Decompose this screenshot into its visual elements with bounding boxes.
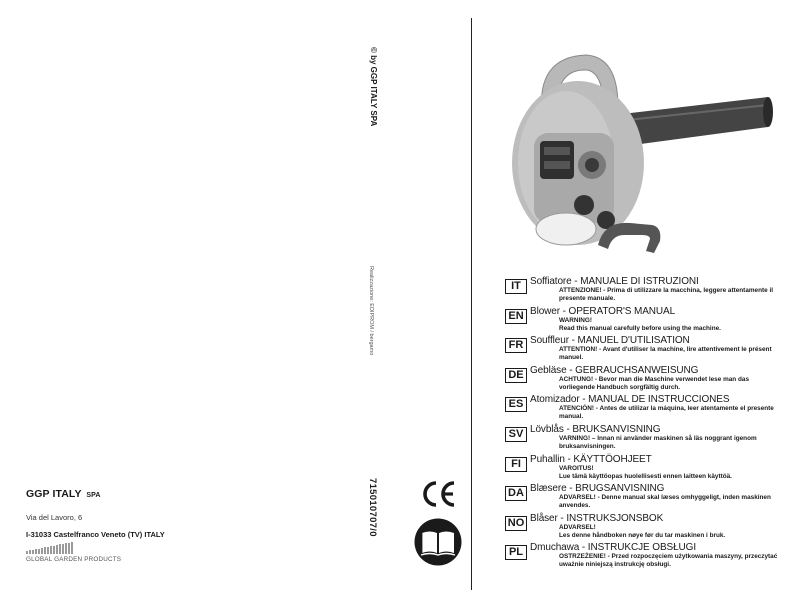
logo-bar (59, 544, 61, 554)
manual-title: Puhallin - KÄYTTÖOHJEET (530, 453, 652, 465)
manual-title: Blower - OPERATOR'S MANUAL (530, 305, 676, 317)
manual-title: Soffiatore - MANUALE DI ISTRUZIONI (530, 276, 699, 287)
language-manual-list (505, 276, 785, 572)
logo-bar (50, 546, 52, 554)
manual-warning: VARNING! – Innan ni använder maskinen så läs noggrant igenom bruksanvisningen. (559, 434, 757, 450)
language-code-badge: FR (505, 338, 527, 353)
logo-bar (71, 542, 73, 554)
manual-warning: ATTENZIONE! - Prima di utilizzare la macchina, leggere attentamente il presente manuale. (559, 287, 774, 302)
manual-item-en (505, 306, 785, 336)
company-address-block (26, 488, 326, 539)
language-code-badge: SV (505, 427, 527, 442)
manual-item-fr (505, 335, 785, 365)
language-code-badge: PL (505, 545, 527, 560)
manual-title: Blæsere - BRUGSANVISNING (530, 483, 665, 495)
open-book-icon (414, 518, 462, 566)
leaf-blower-image (506, 45, 776, 260)
company-name: GGP ITALY (26, 488, 82, 500)
manual-item-de (505, 365, 785, 395)
logo-bar (41, 548, 43, 554)
manual-warning: VAROITUS! Lue tämä käyttöopas huolellisesti ennen laitteen käyttöä. (559, 464, 732, 480)
logo-bar (35, 549, 37, 554)
language-code-badge: DA (505, 486, 527, 501)
logo-bar (62, 544, 64, 554)
logo-bar (44, 547, 46, 554)
manual-item-sv (505, 424, 785, 454)
manual-item-da (505, 483, 785, 513)
logo-bar (47, 547, 49, 554)
logo-bar (32, 550, 34, 554)
ce-mark (421, 480, 457, 508)
manual-warning: WARNING! Read this manual carefully before using the machine. (559, 316, 721, 332)
manual-item-no (505, 513, 785, 543)
logo-bar (68, 543, 70, 554)
language-code-badge: DE (505, 368, 527, 383)
language-code-badge: NO (505, 516, 527, 531)
manual-warning: ATENCIÓN! - Antes de utilizar la máquina, leer atentamente el presente manual. (559, 405, 774, 421)
language-code-badge: ES (505, 397, 527, 412)
manual-item-pl (505, 542, 785, 572)
document-code: 715010707/0 (367, 478, 378, 537)
company-name-suffix: SPA (86, 492, 101, 499)
language-code-badge: FI (505, 457, 527, 472)
company-name-line (26, 488, 326, 500)
manual-warning: ATTENTION! - Avant d'utiliser la machine, lire attentivement le présent manuel. (559, 346, 772, 362)
company-street: Via del Lavoro, 6 (26, 513, 83, 522)
logo-bar (38, 549, 40, 554)
manual-title: Souffleur - MANUEL D'UTILISATION (530, 335, 690, 347)
logo-bar (56, 545, 58, 554)
manual-warning: ACHTUNG! - Bevor man die Maschine verwendet lese man das vorliegende Handbuch sorgfältig durch. (559, 375, 749, 391)
manual-warning: OSTRZEŻENIE! - Przed rozpoczęciem użytkowania maszyny, przeczytać uważnie niniejszą instrukcję obsługi. (559, 553, 778, 569)
manual-warning: ADVARSEL! Les denne håndboken nøye før du tar maskinen i bruk. (559, 523, 726, 539)
manual-title: Blåser - INSTRUKSJONSBOK (530, 512, 664, 524)
manual-item-es (505, 394, 785, 424)
logo-bar (29, 550, 31, 554)
language-code-badge: IT (505, 279, 527, 294)
manual-title: Dmuchawa - INSTRUKCJE OBSŁUGI (530, 542, 697, 554)
manual-title: Gebläse - GEBRAUCHSANWEISUNG (530, 364, 699, 376)
logo-bar (26, 551, 28, 554)
copyright-text: © by GGP ITALY SPA (369, 47, 378, 127)
manual-title: Lövblås - BRUKSANVISNING (530, 423, 661, 435)
logo-bar (65, 543, 67, 554)
manual-item-fi (505, 454, 785, 484)
logo-bar (53, 546, 55, 554)
ggp-logo-bars (26, 541, 86, 554)
language-code-badge: EN (505, 309, 527, 324)
manual-item-it (505, 276, 785, 306)
manual-title: Atomizador - MANUAL DE INSTRUCCIONES (530, 394, 730, 406)
manual-warning: ADVARSEL! - Denne manual skal læses omhyggeligt, inden maskinen anvendes. (559, 494, 771, 510)
production-credit: Realizzazione: EDIPROM / bergamo (368, 266, 374, 356)
center-divider (471, 18, 472, 590)
company-tagline: GLOBAL GARDEN PRODUCTS (26, 556, 122, 563)
company-city: I-31033 Castelfranco Veneto (TV) ITALY (26, 530, 165, 539)
